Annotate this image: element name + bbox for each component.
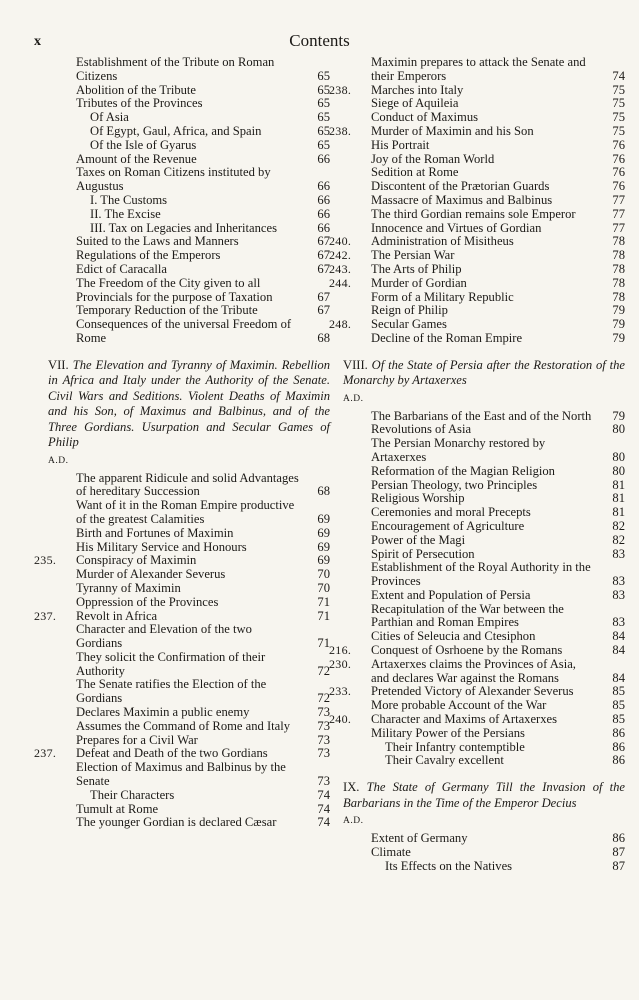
toc-entry[interactable]	[48, 263, 330, 277]
entry-page-number: 85	[612, 684, 625, 699]
entry-page-number: 73	[317, 746, 330, 761]
entry-date: 240.	[329, 712, 352, 727]
entry-title: Persian Theology, two Principles	[371, 477, 538, 492]
entry-title: The Senate ratifies the Election of the Gordians	[76, 677, 267, 706]
entry-title: Form of a Military Republic	[371, 289, 514, 304]
entry-title: Murder of Alexander Severus	[76, 567, 226, 582]
toc-entry[interactable]	[34, 553, 330, 568]
entry-title: His Portrait	[371, 137, 430, 152]
toc-entry[interactable]	[343, 437, 625, 465]
entry-title: Assumes the Command of Rome and Italy	[76, 718, 291, 733]
entry-title: Pretended Victory of Alexander Severus	[371, 684, 574, 699]
page-title: Contents	[289, 31, 350, 50]
entry-page-number: 78	[612, 275, 625, 290]
entry-page-number: 69	[317, 539, 330, 554]
toc-entry[interactable]	[343, 111, 625, 125]
entry-date: 238.	[329, 82, 352, 97]
toc-entry[interactable]	[329, 317, 625, 332]
entry-title: Artaxerxes claims the Provinces of Asia, and declares War against the Romans	[371, 656, 576, 685]
entry-page-number: 69	[317, 525, 330, 540]
entry-title: Regulations of the Emperors	[76, 248, 221, 263]
entry-title: Decline of the Roman Empire	[371, 330, 523, 345]
toc-entry[interactable]	[48, 277, 330, 305]
entry-page-number: 85	[612, 698, 625, 713]
toc-entry[interactable]	[48, 304, 330, 318]
toc-entry[interactable]	[343, 208, 625, 222]
entry-title: Character and Maxims of Artaxerxes	[371, 712, 558, 727]
entry-title: The younger Gordian is declared Cæsar	[76, 815, 277, 830]
entry-title: Consequences of the universal Freedom of Rome	[76, 317, 292, 345]
entry-page-number: 68	[317, 330, 330, 345]
toc-entry[interactable]	[48, 651, 330, 679]
entry-title: Their Cavalry excellent	[385, 753, 504, 768]
toc-entry[interactable]	[48, 816, 330, 830]
entry-date: 242.	[329, 248, 352, 263]
entry-title: Conduct of Maximus	[371, 110, 479, 125]
toc-entry[interactable]	[48, 84, 330, 98]
entry-title: Joy of the Roman World	[371, 151, 495, 166]
entry-title: Massacre of Maximus and Balbinus	[371, 192, 553, 207]
toc-entry[interactable]	[343, 506, 625, 520]
entry-page-number: 84	[612, 670, 625, 685]
toc-entry[interactable]	[329, 656, 625, 686]
toc-entry[interactable]	[343, 754, 625, 768]
entry-title: Revolt in Africa	[76, 608, 158, 623]
toc-entry[interactable]	[48, 166, 330, 194]
entry-page-number: 65	[317, 110, 330, 125]
entry-title: Their Characters	[90, 787, 175, 802]
toc-entry[interactable]	[343, 465, 625, 479]
entry-page-number: 71	[317, 636, 330, 651]
entry-title: Taxes on Roman Citizens instituted by Augustus	[76, 165, 271, 194]
entry-title: The Persian Monarchy restored by Artaxerxes	[371, 436, 546, 464]
entry-title: Encouragement of Agriculture	[371, 518, 525, 533]
toc-entry[interactable]	[343, 548, 625, 562]
entry-page-number: 69	[317, 511, 330, 526]
toc-entry[interactable]	[34, 608, 330, 624]
section-number: VIII.	[343, 357, 372, 372]
entry-title: Sedition at Rome	[371, 165, 459, 180]
toc-entry[interactable]	[329, 82, 625, 98]
entry-page-number: 87	[612, 858, 625, 873]
entry-page-number: 86	[612, 725, 625, 740]
toc-entry[interactable]	[343, 56, 625, 84]
entry-title: Murder of Gordian	[371, 275, 467, 290]
entry-page-number: 79	[612, 303, 625, 318]
toc-entry[interactable]	[343, 727, 625, 741]
toc-entry[interactable]	[48, 222, 330, 236]
toc-entry[interactable]	[48, 734, 330, 748]
entry-title: Prepares for a Civil War	[76, 732, 198, 747]
entry-title: Tumult at Rome	[76, 801, 159, 816]
entry-title: Tyranny of Maximin	[76, 580, 181, 595]
entry-date: 244.	[329, 275, 352, 290]
entry-page-number: 76	[612, 179, 625, 194]
entry-title: Maximin prepares to attack the Senate and their Emperors	[371, 55, 586, 83]
entry-title: They solicit the Confirmation of their Authority	[76, 649, 266, 678]
entry-page-number: 76	[612, 165, 625, 180]
toc-entry[interactable]	[343, 304, 625, 318]
toc-entry[interactable]	[48, 139, 330, 153]
entry-page-number: 84	[612, 629, 625, 644]
entry-page-number: 70	[317, 567, 330, 582]
toc-entry[interactable]	[329, 684, 625, 699]
entry-title: Discontent of the Prætorian Guards	[371, 179, 550, 194]
entry-page-number: 66	[317, 220, 330, 235]
entry-page-number: 75	[612, 123, 625, 138]
contents-left-column	[34, 55, 331, 830]
entry-title: Of Asia	[90, 110, 129, 125]
entry-title: Extent of Germany	[371, 831, 468, 846]
toc-entry[interactable]	[48, 472, 330, 500]
toc-entry[interactable]	[48, 789, 330, 803]
entry-page-number: 80	[612, 463, 625, 478]
entry-title: Climate	[371, 844, 411, 859]
entry-page-number: 76	[612, 137, 625, 152]
entry-page-number: 65	[317, 82, 330, 97]
toc-entry[interactable]	[48, 803, 330, 817]
entry-page-number: 66	[317, 151, 330, 166]
toc-entry[interactable]	[48, 761, 330, 789]
toc-entry[interactable]	[343, 166, 625, 180]
entry-date: 240.	[329, 234, 352, 249]
toc-entry[interactable]	[343, 741, 625, 755]
entry-page-number: 74	[317, 815, 330, 830]
toc-entry[interactable]	[343, 561, 625, 589]
toc-entry[interactable]	[343, 153, 625, 167]
contents-right-column	[329, 55, 625, 873]
toc-entry[interactable]	[48, 706, 330, 720]
entry-title: Character and Elevation of the two Gordians	[76, 622, 252, 651]
toc-entry[interactable]	[329, 123, 625, 139]
ad-label: A.D.	[343, 393, 364, 404]
entry-page-number: 79	[612, 408, 625, 423]
entry-page-number: 69	[317, 553, 330, 568]
entry-page-number: 83	[612, 574, 625, 589]
entry-title: Of the Isle of Gyarus	[90, 137, 197, 152]
entry-title: Oppression of the Provinces	[76, 594, 219, 609]
section-number: VII.	[48, 357, 73, 372]
entry-title: Want of it in the Roman Empire productive of the greatest Calamities	[76, 498, 295, 526]
entry-page-number: 66	[317, 206, 330, 221]
entry-page-number: 81	[612, 491, 625, 506]
toc-entry[interactable]	[48, 678, 330, 706]
entry-title: Birth and Fortunes of Maximin	[76, 525, 234, 540]
entry-page-number: 74	[612, 68, 625, 83]
entry-page-number: 79	[612, 317, 625, 332]
entry-title: Defeat and Death of the two Gordians	[76, 746, 268, 761]
section-title: The Elevation and Tyranny of Maximin. Rebellion in Africa and Italy under the Authority of the Senate. Civil Wars and Seditions. Violent Deaths of Maximin and his Son, of Maximus and Balbinus, and of the Three Gordians. Usurpation and Secular Games of Philip	[48, 357, 331, 450]
entry-date: 238.	[329, 123, 352, 138]
entry-page-number: 83	[612, 587, 625, 602]
entry-page-number: 78	[612, 248, 625, 263]
entry-page-number: 83	[612, 546, 625, 561]
toc-entry[interactable]	[343, 860, 625, 874]
entry-page-number: 71	[317, 608, 330, 623]
entry-page-number: 83	[612, 615, 625, 630]
entry-page-number: 72	[317, 663, 330, 678]
entry-title: Religious Worship	[371, 491, 465, 506]
entry-title: Ceremonies and moral Precepts	[371, 505, 531, 520]
entry-page-number: 66	[317, 179, 330, 194]
entry-title: II. The Excise	[90, 206, 161, 221]
toc-entry[interactable]	[343, 846, 625, 860]
toc-entry[interactable]	[343, 479, 625, 493]
entry-page-number: 86	[612, 739, 625, 754]
entry-title: Amount of the Revenue	[76, 151, 197, 166]
entry-page-number: 85	[612, 712, 625, 727]
entry-title: The third Gordian remains sole Emperor	[371, 206, 576, 221]
entry-page-number: 76	[612, 151, 625, 166]
toc-entry[interactable]	[343, 139, 625, 153]
entry-title: The Arts of Philip	[371, 261, 462, 276]
entry-page-number: 71	[317, 594, 330, 609]
entry-page-number: 86	[612, 753, 625, 768]
entry-page-number: 78	[612, 234, 625, 249]
toc-entry[interactable]	[48, 541, 330, 555]
entry-title: Establishment of the Royal Authority in the Provinces	[371, 560, 591, 589]
toc-entry[interactable]	[343, 520, 625, 534]
entry-page-number: 67	[317, 289, 330, 304]
entry-title: More probable Account of the War	[371, 698, 547, 713]
toc-entry[interactable]	[329, 248, 625, 263]
toc-entry[interactable]	[343, 194, 625, 208]
toc-entry[interactable]	[48, 249, 330, 263]
entry-title: Of Egypt, Gaul, Africa, and Spain	[90, 123, 262, 138]
entry-title: His Military Service and Honours	[76, 539, 247, 554]
toc-entry[interactable]	[48, 582, 330, 596]
toc-entry[interactable]	[48, 111, 330, 125]
entry-page-number: 75	[612, 110, 625, 125]
entry-title: Tributes of the Provinces	[76, 96, 203, 111]
entry-title: Cities of Seleucia and Ctesiphon	[371, 629, 536, 644]
entry-title: Innocence and Virtues of Gordian	[371, 220, 542, 235]
entry-title: The Freedom of the City given to all Provincials for the purpose of Taxation	[76, 275, 273, 304]
entry-page-number: 73	[317, 705, 330, 720]
entry-title: Marches into Italy	[371, 82, 464, 97]
toc-entry[interactable]	[48, 125, 330, 139]
entry-title: Conquest of Osrhoene by the Romans	[371, 643, 563, 658]
entry-title: Election of Maximus and Balbinus by the Senate	[76, 760, 286, 789]
toc-entry[interactable]	[48, 318, 330, 346]
section-heading	[48, 358, 330, 451]
entry-title: Recapitulation of the War between the Parthian and Roman Empires	[371, 601, 564, 630]
toc-entry[interactable]	[343, 423, 625, 437]
toc-entry[interactable]	[48, 208, 330, 222]
entry-page-number: 75	[612, 82, 625, 97]
entry-page-number: 82	[612, 532, 625, 547]
toc-entry[interactable]	[48, 499, 330, 527]
entry-title: Spirit of Persecution	[371, 546, 475, 561]
entry-page-number: 77	[612, 206, 625, 221]
entry-title: The apparent Ridicule and solid Advantages of hereditary Succession	[76, 470, 299, 499]
toc-entry[interactable]	[343, 603, 625, 631]
entry-page-number: 67	[317, 261, 330, 276]
toc-entry[interactable]	[343, 589, 625, 603]
section-heading	[343, 780, 625, 811]
entry-date: 216.	[329, 643, 352, 658]
toc-entry[interactable]	[48, 153, 330, 167]
entry-page-number: 82	[612, 518, 625, 533]
entry-date: 230.	[329, 656, 352, 671]
toc-entry[interactable]	[329, 275, 625, 291]
section-title: Of the State of Persia after the Restoration of the Monarchy by Artaxerxes	[343, 357, 625, 388]
entry-page-number: 73	[317, 718, 330, 733]
entry-page-number: 78	[612, 261, 625, 276]
entry-page-number: 77	[612, 220, 625, 235]
entry-title: Temporary Reduction of the Tribute	[76, 303, 258, 318]
toc-entry[interactable]	[34, 746, 330, 761]
entry-page-number: 87	[612, 844, 625, 859]
entry-title: III. Tax on Legacies and Inheritances	[90, 220, 278, 235]
toc-entry[interactable]	[48, 56, 330, 84]
toc-entry[interactable]	[48, 235, 330, 249]
section-title: The State of Germany Till the Invasion of the Barbarians in the Time of the Emperor Decius	[343, 780, 625, 810]
toc-entry[interactable]	[343, 410, 625, 424]
entry-title: I. The Customs	[90, 192, 168, 207]
toc-entry[interactable]	[343, 222, 625, 236]
entry-page-number: 65	[317, 123, 330, 138]
entry-page-number: 77	[612, 192, 625, 207]
entry-title: Reformation of the Magian Religion	[371, 463, 555, 478]
toc-entry[interactable]	[343, 534, 625, 548]
entry-title: Conspiracy of Maximin	[76, 553, 197, 568]
entry-title: Administration of Misitheus	[371, 234, 514, 249]
page-number: x	[34, 34, 41, 49]
entry-page-number: 67	[317, 303, 330, 318]
toc-entry[interactable]	[329, 643, 625, 658]
toc-entry[interactable]	[343, 492, 625, 506]
entry-title: Edict of Caracalla	[76, 261, 167, 276]
entry-date: 237.	[34, 746, 57, 761]
entry-title: Abolition of the Tribute	[76, 82, 196, 97]
entry-page-number: 66	[317, 192, 330, 207]
entry-page-number: 74	[317, 801, 330, 816]
entry-title: Declares Maximin a public enemy	[76, 705, 250, 720]
entry-title: Military Power of the Persians	[371, 725, 525, 740]
entry-page-number: 78	[612, 289, 625, 304]
page-header	[0, 31, 639, 51]
toc-entry[interactable]	[343, 97, 625, 111]
toc-entry[interactable]	[343, 832, 625, 846]
entry-page-number: 81	[612, 505, 625, 520]
entry-title: Power of the Magi	[371, 532, 466, 547]
entry-page-number: 86	[612, 831, 625, 846]
toc-entry[interactable]	[48, 97, 330, 111]
entry-date: 243.	[329, 261, 352, 276]
ad-label: A.D.	[48, 455, 69, 466]
entry-date: 235.	[34, 553, 57, 568]
entry-title: Reign of Philip	[371, 303, 448, 318]
entry-page-number: 84	[612, 643, 625, 658]
entry-page-number: 80	[612, 422, 625, 437]
entry-page-number: 79	[612, 330, 625, 345]
toc-entry[interactable]	[48, 527, 330, 541]
toc-entry[interactable]	[48, 720, 330, 734]
toc-entry[interactable]	[343, 630, 625, 644]
section-heading	[343, 358, 625, 389]
entry-title: Extent and Population of Persia	[371, 587, 531, 602]
entry-title: Their Infantry contemptible	[385, 739, 525, 754]
toc-entry[interactable]	[329, 234, 625, 249]
toc-entry[interactable]	[48, 596, 330, 610]
entry-title: Establishment of the Tribute on Roman Citizens	[76, 55, 275, 83]
toc-entry[interactable]	[48, 568, 330, 582]
entry-page-number: 70	[317, 580, 330, 595]
entry-title: Siege of Aquileia	[371, 96, 459, 111]
toc-entry[interactable]	[329, 712, 625, 727]
entry-title: Murder of Maximin and his Son	[371, 123, 534, 138]
entry-page-number: 65	[317, 68, 330, 83]
toc-entry[interactable]	[343, 180, 625, 194]
toc-entry[interactable]	[343, 699, 625, 713]
entry-page-number: 73	[317, 732, 330, 747]
entry-page-number: 65	[317, 137, 330, 152]
entry-title: Revolutions of Asia	[371, 422, 472, 437]
entry-title: Its Effects on the Natives	[385, 858, 513, 873]
entry-page-number: 68	[317, 484, 330, 499]
toc-entry[interactable]	[329, 261, 625, 277]
entry-page-number: 80	[612, 449, 625, 464]
entry-page-number: 74	[317, 787, 330, 802]
entry-page-number: 67	[317, 248, 330, 263]
entry-date: 233.	[329, 684, 352, 699]
entry-date: 248.	[329, 317, 352, 332]
toc-entry[interactable]	[343, 332, 625, 346]
entry-title: Suited to the Laws and Manners	[76, 234, 239, 249]
entry-date: 237.	[34, 608, 57, 623]
toc-entry[interactable]	[48, 623, 330, 651]
entry-page-number: 72	[317, 691, 330, 706]
toc-entry[interactable]	[343, 291, 625, 305]
entry-page-number: 73	[317, 774, 330, 789]
toc-entry[interactable]	[48, 194, 330, 208]
entry-page-number: 65	[317, 96, 330, 111]
ad-label: A.D.	[343, 816, 364, 827]
entry-title: The Barbarians of the East and of the North	[371, 408, 592, 423]
entry-page-number: 67	[317, 234, 330, 249]
entry-page-number: 75	[612, 96, 625, 111]
entry-title: Secular Games	[371, 317, 447, 332]
entry-page-number: 81	[612, 477, 625, 492]
entry-title: The Persian War	[371, 248, 455, 263]
section-number: IX.	[343, 780, 367, 795]
